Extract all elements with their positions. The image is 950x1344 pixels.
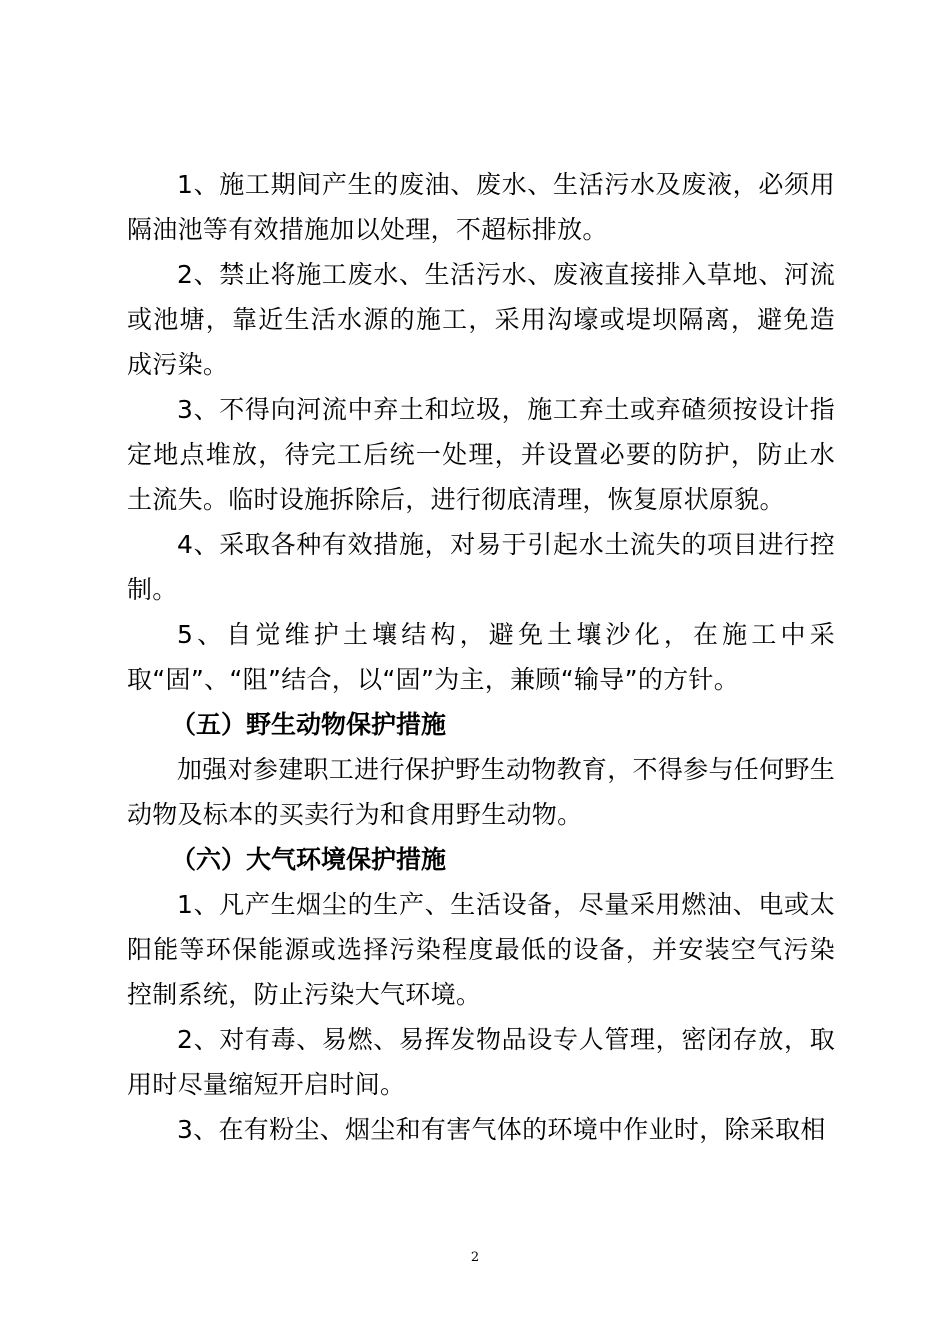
- heading-wildlife-protection: （五）野生动物保护措施: [171, 710, 447, 739]
- para-air-item-1-smoke: 1、凡产生烟尘的生产、生活设备，尽量采用燃油、电或太阳能等环保能源或选择污染程度最低的设备，并安装空气污染控制系统，防止污染大气环境。: [127, 890, 835, 1009]
- page-number: 2: [470, 1250, 480, 1265]
- para-item-4-erosion-control: 4、采取各种有效措施，对易于引起水土流失的项目进行控制。: [127, 530, 835, 604]
- para-air-item-3-dust: 3、在有粉尘、烟尘和有害气体的环境中作业时，除采取相: [177, 1115, 826, 1144]
- para-item-2-discharge-ban: 2、禁止将施工废水、生活污水、废液直接排入草地、河流或池塘，靠近生活水源的施工，采用沟壕或堤坝隔离，避免造成污染。: [127, 260, 835, 379]
- para-item-1-waste-water: 1、施工期间产生的废油、废水、生活污水及废液，必须用隔油池等有效措施加以处理，不超标排放。: [127, 170, 835, 244]
- para-air-item-2-hazardous: 2、对有毒、易燃、易挥发物品设专人管理，密闭存放，取用时尽量缩短开启时间。: [127, 1025, 835, 1099]
- para-item-3-spoil-disposal: 3、不得向河流中弃土和垃圾，施工弃土或弃碴须按设计指定地点堆放，待完工后统一处理，并设置必要的防护，防止水土流失。临时设施拆除后，进行彻底清理，恢复原状原貌。: [127, 395, 835, 514]
- document-body: [127, 162, 835, 1152]
- heading-air-protection: （六）大气环境保护措施: [171, 845, 447, 874]
- para-wildlife-education: 加强对参建职工进行保护野生动物教育，不得参与任何野生动物及标本的买卖行为和食用野生动物。: [127, 755, 835, 829]
- para-item-5-soil-structure: 5、自觉维护土壤结构，避免土壤沙化，在施工中采取“固”、“阻”结合，以“固”为主，兼顾“输导”的方针。: [127, 620, 835, 694]
